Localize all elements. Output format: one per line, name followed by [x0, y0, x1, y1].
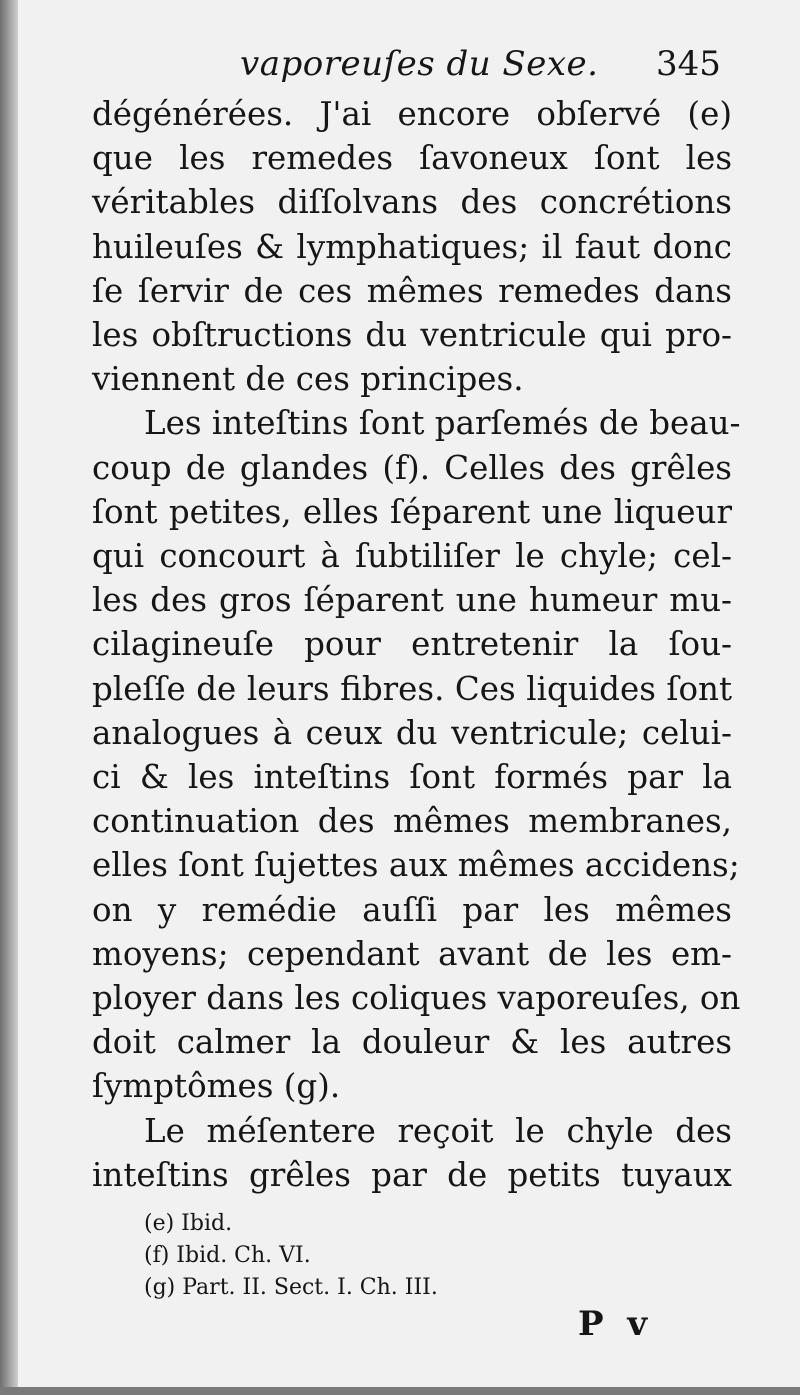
page-bottom-edge — [0, 1387, 800, 1395]
text-line: que les remedes ſavoneux ſont les — [92, 139, 732, 178]
text-line: coup de glandes (f). Celles des grêles — [92, 448, 732, 487]
text-line: pleſſe de leurs fibres. Ces liquides ſont — [92, 669, 732, 708]
text-line: les des gros ſéparent une humeur mu- — [92, 581, 732, 620]
page-number: 345 — [656, 44, 721, 84]
text-line: Les inteſtins ſont parſemés de beau- — [144, 404, 741, 443]
footnote-f: (f) Ibid. Ch. VI. — [144, 1243, 311, 1268]
running-head: vaporeuſes du Sexe. — [240, 44, 599, 84]
text-line: cilagineuſe pour entretenir la ſou- — [92, 625, 732, 664]
text-line: Le méſentere reçoit le chyle des — [144, 1111, 732, 1150]
text-line: elles ſont ſujettes aux mêmes accidens; — [92, 846, 740, 885]
text-line: inteſtins grêles par de petits tuyaux — [92, 1155, 732, 1194]
text-line: ſe ſervir de ces mêmes remedes dans — [92, 271, 732, 310]
text-line: ci & les inteſtins ſont formés par la — [92, 758, 732, 797]
text-line: on y remédie auſſi par les mêmes — [92, 890, 732, 929]
page-gutter-shadow — [0, 0, 18, 1395]
signature-mark: P v — [578, 1304, 654, 1344]
footnote-e: (e) Ibid. — [144, 1211, 233, 1236]
text-line: doit calmer la douleur & les autres — [92, 1023, 732, 1062]
text-line: viennent de ces principes. — [92, 360, 524, 399]
text-line: analogues à ceux du ventricule; celui- — [92, 713, 732, 752]
text-line: moyens; cependant avant de les em- — [92, 934, 732, 973]
text-line: ſymptômes (g). — [92, 1067, 341, 1106]
text-line: ſont petites, elles ſéparent une liqueur — [92, 492, 732, 531]
text-line: véritables diſſolvans des concrétions — [92, 183, 732, 222]
text-line: dégénérées. J'ai encore obſervé (e) — [92, 95, 732, 133]
footnotes — [144, 1208, 704, 1304]
body-text — [92, 92, 741, 1197]
text-line: les obſtructions du ventricule qui pro- — [92, 316, 732, 355]
footnote-g: (g) Part. II. Sect. I. Ch. III. — [144, 1275, 438, 1300]
text-line: huileuſes & lymphatiques; il faut donc — [92, 227, 732, 266]
text-line: qui concourt à ſubtiliſer le chyle; cel- — [92, 537, 732, 576]
text-line: ployer dans les coliques vaporeuſes, on — [92, 979, 741, 1018]
text-line: continuation des mêmes membranes, — [92, 802, 732, 841]
